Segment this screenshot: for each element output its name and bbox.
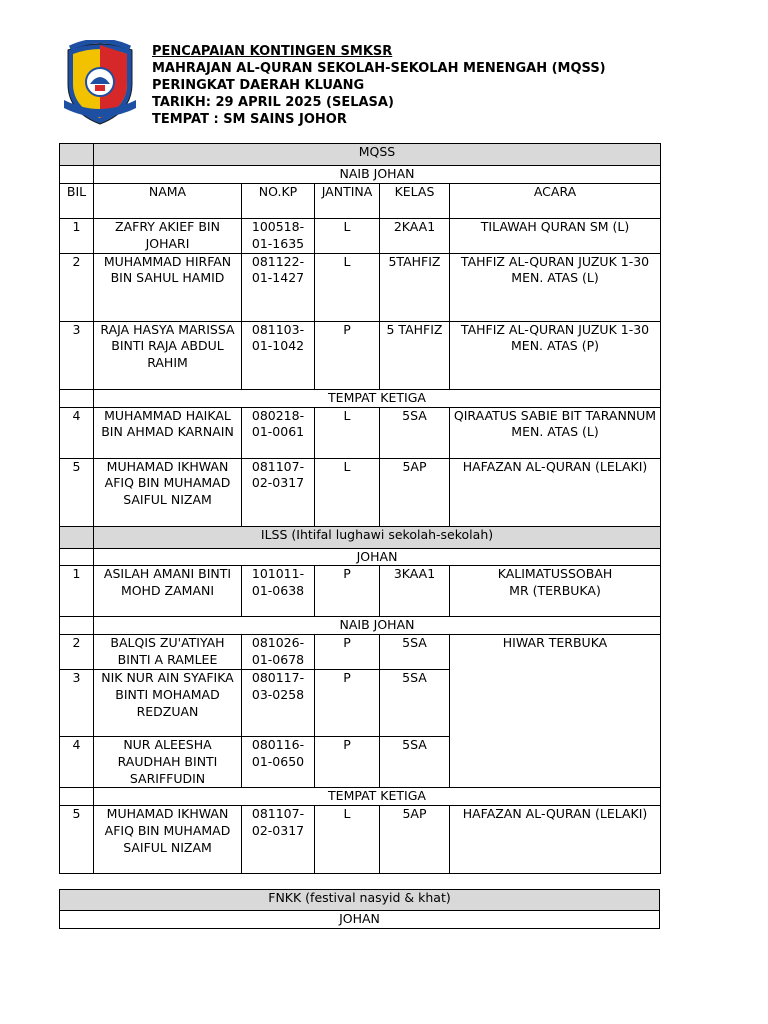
cell-jantina: L (315, 253, 380, 321)
cell-acara (450, 321, 661, 389)
cell-acara (450, 566, 661, 617)
cell-nokp: 081026-01-0678 (242, 635, 315, 670)
cell-jantina: L (315, 806, 380, 874)
cell-jantina: P (315, 736, 380, 787)
cell-bil: 2 (60, 635, 94, 670)
column-header-nokp: NO.KP (242, 184, 315, 219)
cell-jantina: P (315, 321, 380, 389)
cell-kelas: 5SA (380, 736, 450, 787)
column-header-bil: BIL (60, 184, 94, 219)
cell-nokp: 100518-01-1635 (242, 219, 315, 254)
award-naib-johan: NAIB JOHAN (94, 617, 661, 635)
empty-cell (60, 389, 94, 407)
school-crest-logo (64, 40, 136, 126)
cell-acara: HAFAZAN AL-QURAN (LELAKI) (450, 458, 661, 526)
table-row (60, 635, 661, 670)
column-header-acara: ACARA (450, 184, 661, 219)
cell-acara: TILAWAH QURAN SM (L) (450, 219, 661, 254)
section-title-fnkk: FNKK (festival nasyid & khat) (60, 890, 660, 911)
cell-nokp: 101011-01-0638 (242, 566, 315, 617)
cell-bil: 5 (60, 458, 94, 526)
cell-acara: HAFAZAN AL-QURAN (LELAKI) (450, 806, 661, 874)
cell-nama: MUHAMAD IKHWAN AFIQ BIN MUHAMAD SAIFUL NIZAM (94, 458, 242, 526)
section-corner (60, 526, 94, 548)
cell-bil: 4 (60, 407, 94, 458)
cell-bil: 2 (60, 253, 94, 321)
header-event: MAHRAJAN AL-QURAN SEKOLAH-SEKOLAH MENENGAH (MQSS) (152, 61, 606, 76)
empty-cell (60, 548, 94, 566)
cell-kelas: 5AP (380, 458, 450, 526)
cell-nama: MUHAMMAD HAIKAL BIN AHMAD KARNAIN (94, 407, 242, 458)
column-header-kelas: KELAS (380, 184, 450, 219)
cell-kelas: 5TAHFIZ (380, 253, 450, 321)
cell-bil: 1 (60, 566, 94, 617)
table-row (60, 566, 661, 617)
acara-line-2: MEN. ATAS (L) (511, 270, 599, 286)
award-naib-johan: NAIB JOHAN (94, 166, 661, 184)
cell-nokp: 081107-02-0317 (242, 806, 315, 874)
cell-bil: 3 (60, 321, 94, 389)
cell-nokp: 081107-02-0317 (242, 458, 315, 526)
acara-line-1: TAHFIZ AL-QURAN JUZUK 1-30 (460, 253, 650, 269)
cell-kelas: 5SA (380, 669, 450, 736)
cell-bil: 5 (60, 806, 94, 874)
table-row (60, 253, 661, 321)
header-date: TARIKH: 29 APRIL 2025 (SELASA) (152, 95, 394, 110)
cell-nama: NUR ALEESHA RAUDHAH BINTI SARIFFUDIN (94, 736, 242, 787)
acara-line-1: TAHFIZ AL-QURAN JUZUK 1-30 (460, 321, 650, 337)
cell-kelas: 5AP (380, 806, 450, 874)
column-header-nama: NAMA (94, 184, 242, 219)
acara-line-1: KALIMATUSSOBAH (497, 566, 613, 582)
award-tempat-ketiga: TEMPAT KETIGA (94, 389, 661, 407)
cell-jantina: L (315, 407, 380, 458)
award-johan: JOHAN (60, 911, 660, 929)
header-titles (152, 43, 606, 128)
section-title-ilss: ILSS (Ihtifal lughawi sekolah-sekolah) (94, 526, 661, 548)
award-johan: JOHAN (94, 548, 661, 566)
section-title-mqss: MQSS (94, 144, 661, 166)
table-row (60, 806, 661, 874)
cell-jantina: P (315, 635, 380, 670)
document-header (0, 0, 768, 140)
acara-line-2: MR (TERBUKA) (509, 583, 601, 599)
empty-cell (60, 166, 94, 184)
results-table (59, 143, 661, 874)
table-row (60, 458, 661, 526)
cell-bil: 4 (60, 736, 94, 787)
acara-line-2: MEN. ATAS (P) (511, 338, 599, 354)
cell-nama: RAJA HASYA MARISSA BINTI RAJA ABDUL RAHIM (94, 321, 242, 389)
cell-nama: ASILAH AMANI BINTI MOHD ZAMANI (94, 566, 242, 617)
cell-nama: NIK NUR AIN SYAFIKA BINTI MOHAMAD REDZUAN (94, 669, 242, 736)
cell-bil: 3 (60, 669, 94, 736)
cell-kelas: 2KAA1 (380, 219, 450, 254)
header-title: PENCAPAIAN KONTINGEN SMKSR (152, 44, 393, 59)
cell-kelas: 5SA (380, 635, 450, 670)
fnkk-table (59, 889, 660, 929)
table-row (60, 407, 661, 458)
cell-jantina: P (315, 669, 380, 736)
cell-kelas: 5 TAHFIZ (380, 321, 450, 389)
cell-jantina: P (315, 566, 380, 617)
cell-jantina: L (315, 219, 380, 254)
empty-cell (60, 617, 94, 635)
table-header-row (60, 184, 661, 219)
cell-nokp: 081103-01-1042 (242, 321, 315, 389)
cell-acara (450, 253, 661, 321)
header-level: PERINGKAT DAERAH KLUANG (152, 78, 365, 93)
cell-nokp: 080218-01-0061 (242, 407, 315, 458)
column-header-jantina: JANTINA (315, 184, 380, 219)
cell-nama: BALQIS ZU'ATIYAH BINTI A RAMLEE (94, 635, 242, 670)
table-row (60, 219, 661, 254)
cell-nama: MUHAMMAD HIRFAN BIN SAHUL HAMID (94, 253, 242, 321)
cell-bil: 1 (60, 219, 94, 254)
cell-acara-group: HIWAR TERBUKA (450, 635, 661, 788)
cell-jantina: L (315, 458, 380, 526)
empty-cell (60, 788, 94, 806)
cell-kelas: 3KAA1 (380, 566, 450, 617)
cell-kelas: 5SA (380, 407, 450, 458)
cell-acara: QIRAATUS SABIE BIT TARANNUM MEN. ATAS (L) (450, 407, 661, 458)
cell-nokp: 080117-03-0258 (242, 669, 315, 736)
award-tempat-ketiga: TEMPAT KETIGA (94, 788, 661, 806)
section-corner (60, 144, 94, 166)
table-row (60, 321, 661, 389)
cell-nokp: 080116-01-0650 (242, 736, 315, 787)
cell-nokp: 081122-01-1427 (242, 253, 315, 321)
header-venue: TEMPAT : SM SAINS JOHOR (152, 112, 347, 127)
cell-nama: MUHAMAD IKHWAN AFIQ BIN MUHAMAD SAIFUL NIZAM (94, 806, 242, 874)
cell-nama: ZAFRY AKIEF BIN JOHARI (94, 219, 242, 254)
